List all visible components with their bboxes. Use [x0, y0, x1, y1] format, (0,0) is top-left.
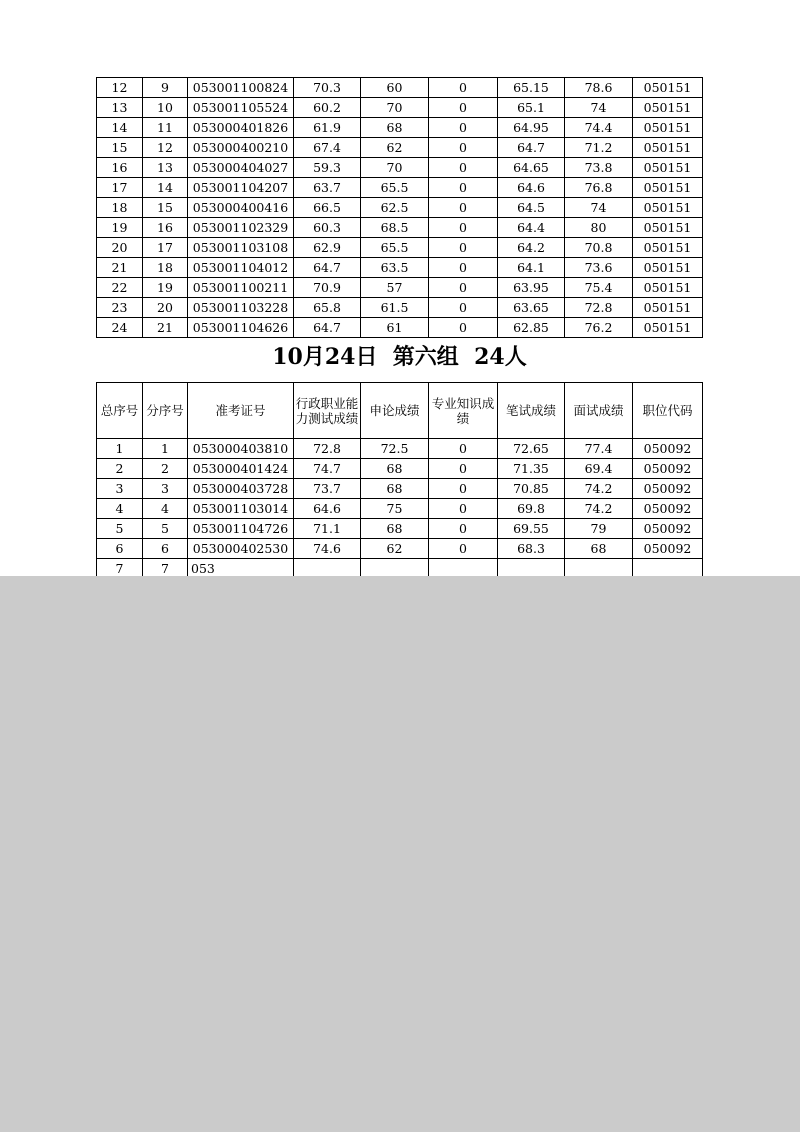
- table-cell: 65.1: [498, 98, 565, 118]
- table-cell: 74.2: [565, 479, 633, 499]
- table-cell: 0: [429, 78, 498, 98]
- header-ticket-no: 准考证号: [188, 383, 294, 439]
- table-cell: 3: [143, 479, 188, 499]
- table-cell: 6: [97, 539, 143, 559]
- table-row: [97, 479, 703, 499]
- table-cell: 0: [429, 218, 498, 238]
- table-cell: 61.9: [294, 118, 361, 138]
- table-cell: 68: [565, 539, 633, 559]
- table-cell: 68: [361, 479, 429, 499]
- table-cell: 63.65: [498, 298, 565, 318]
- header-position-code: 职位代码: [633, 383, 703, 439]
- table-cell: 053001103014: [188, 499, 294, 519]
- table-cell: 050151: [633, 118, 703, 138]
- table-row: [97, 78, 703, 98]
- table-cell: 0: [429, 198, 498, 218]
- table-cell: 15: [143, 198, 188, 218]
- header-essay-score: 申论成绩: [361, 383, 429, 439]
- table-cell: 053000404027: [188, 158, 294, 178]
- table-cell: 76.8: [565, 178, 633, 198]
- table-cell: 72.8: [565, 298, 633, 318]
- table-cell: 68.3: [498, 539, 565, 559]
- table-cell: 15: [97, 138, 143, 158]
- table-cell: 72.8: [294, 439, 361, 459]
- gray-overlay: [0, 576, 800, 1132]
- table-cell: 0: [429, 138, 498, 158]
- table-cell: 20: [143, 298, 188, 318]
- table-cell: 63.7: [294, 178, 361, 198]
- table-cell: 1: [97, 439, 143, 459]
- table-cell: 21: [143, 318, 188, 338]
- table-cell: 0: [429, 318, 498, 338]
- table-cell: 0: [429, 238, 498, 258]
- table-cell: 60.2: [294, 98, 361, 118]
- table-cell: 053000400416: [188, 198, 294, 218]
- table-cell: 70: [361, 98, 429, 118]
- table-cell: 050151: [633, 258, 703, 278]
- table-cell: 64.4: [498, 218, 565, 238]
- table-cell: 053001102329: [188, 218, 294, 238]
- table-cell: 17: [97, 178, 143, 198]
- table-cell: 64.6: [498, 178, 565, 198]
- table-cell: 68: [361, 519, 429, 539]
- table-cell: 61.5: [361, 298, 429, 318]
- table-cell: 050151: [633, 138, 703, 158]
- table-cell: 6: [143, 539, 188, 559]
- table-cell: 57: [361, 278, 429, 298]
- table-cell: 4: [143, 499, 188, 519]
- table-cell: 0: [429, 178, 498, 198]
- table-cell: 0: [429, 459, 498, 479]
- table-cell: 62: [361, 138, 429, 158]
- table-cell: 0: [429, 98, 498, 118]
- table-cell: 64.2: [498, 238, 565, 258]
- table-cell: 0: [429, 479, 498, 499]
- table-cell: 65.15: [498, 78, 565, 98]
- table-cell: 73.7: [294, 479, 361, 499]
- table-cell: 74: [565, 98, 633, 118]
- table-cell: 75.4: [565, 278, 633, 298]
- table-cell: 79: [565, 519, 633, 539]
- table-cell: 18: [143, 258, 188, 278]
- table-cell: 050092: [633, 439, 703, 459]
- table-row: [97, 158, 703, 178]
- table-cell: 69.55: [498, 519, 565, 539]
- table-cell: 62.85: [498, 318, 565, 338]
- table-cell: 053001104626: [188, 318, 294, 338]
- table-cell: 63.95: [498, 278, 565, 298]
- table-cell: 3: [97, 479, 143, 499]
- table-cell: 050151: [633, 178, 703, 198]
- table-cell: 63.5: [361, 258, 429, 278]
- table-cell: 1: [143, 439, 188, 459]
- table-cell: 10: [143, 98, 188, 118]
- table-cell: 64.1: [498, 258, 565, 278]
- table-cell: 5: [97, 519, 143, 539]
- table-cell: 24: [97, 318, 143, 338]
- table-row: [97, 198, 703, 218]
- table-cell: 76.2: [565, 318, 633, 338]
- table-cell: 053001103228: [188, 298, 294, 318]
- table-cell: 050092: [633, 479, 703, 499]
- table-cell: 61: [361, 318, 429, 338]
- header-interview-score: 面试成绩: [565, 383, 633, 439]
- table-cell: 4: [97, 499, 143, 519]
- table-cell: 21: [97, 258, 143, 278]
- table-cell: 050151: [633, 98, 703, 118]
- table-cell: 77.4: [565, 439, 633, 459]
- table-cell: 72.5: [361, 439, 429, 459]
- table-cell: 65.5: [361, 238, 429, 258]
- table-cell: 14: [97, 118, 143, 138]
- header-total-no: 总序号: [97, 383, 143, 439]
- table-cell: 053000403728: [188, 479, 294, 499]
- table-row: [97, 238, 703, 258]
- table-cell: 050092: [633, 459, 703, 479]
- table-cell: 050151: [633, 298, 703, 318]
- table-cell: 2: [97, 459, 143, 479]
- table-row: [97, 298, 703, 318]
- table-cell: 17: [143, 238, 188, 258]
- table-cell: 053000403810: [188, 439, 294, 459]
- table-cell: 0: [429, 158, 498, 178]
- table-cell: 60.3: [294, 218, 361, 238]
- table-cell: 050151: [633, 238, 703, 258]
- table-cell: 053000400210: [188, 138, 294, 158]
- header-knowledge-score: 专业知识成绩: [429, 383, 498, 439]
- table-cell: 050151: [633, 158, 703, 178]
- table-cell: 050151: [633, 218, 703, 238]
- table-cell: 71.35: [498, 459, 565, 479]
- table-cell: 64.5: [498, 198, 565, 218]
- table-cell: 64.95: [498, 118, 565, 138]
- table-cell: 053001104207: [188, 178, 294, 198]
- table-cell: 78.6: [565, 78, 633, 98]
- table-cell: 69.4: [565, 459, 633, 479]
- table-cell: 68: [361, 118, 429, 138]
- table-row: [97, 138, 703, 158]
- table-cell: 050092: [633, 539, 703, 559]
- table-cell: 59.3: [294, 158, 361, 178]
- table-cell: 0: [429, 298, 498, 318]
- table-row: [97, 118, 703, 138]
- table-cell: 053001104012: [188, 258, 294, 278]
- table-row: [97, 439, 703, 459]
- table-row: [97, 278, 703, 298]
- table-cell: 66.5: [294, 198, 361, 218]
- table-cell: 73.6: [565, 258, 633, 278]
- table-cell: 68: [361, 459, 429, 479]
- table-cell: 050151: [633, 198, 703, 218]
- table-cell: 14: [143, 178, 188, 198]
- table-row: [97, 98, 703, 118]
- header-row: [97, 383, 703, 439]
- table-cell: 69.8: [498, 499, 565, 519]
- table-cell: 74: [565, 198, 633, 218]
- table-cell: 0: [429, 278, 498, 298]
- table-cell: 74.2: [565, 499, 633, 519]
- table-cell: 053000402530: [188, 539, 294, 559]
- table-cell: 0: [429, 118, 498, 138]
- table-cell: 64.7: [294, 318, 361, 338]
- table-cell: 11: [143, 118, 188, 138]
- table-cell: 050151: [633, 78, 703, 98]
- table-cell: 18: [97, 198, 143, 218]
- table-cell: 65.5: [361, 178, 429, 198]
- table-cell: 053000401826: [188, 118, 294, 138]
- table-cell: 0: [429, 439, 498, 459]
- table-cell: 68.5: [361, 218, 429, 238]
- table-cell: 053000401424: [188, 459, 294, 479]
- group-title: 10月24日 第六组 24人: [272, 344, 527, 370]
- header-aptitude-score: 行政职业能力测试成绩: [294, 383, 361, 439]
- table-cell: 70.3: [294, 78, 361, 98]
- table-cell: 19: [143, 278, 188, 298]
- table-cell: 9: [143, 78, 188, 98]
- table-cell: 0: [429, 539, 498, 559]
- table-row: [97, 178, 703, 198]
- table-cell: 5: [143, 519, 188, 539]
- table-cell: 053001103108: [188, 238, 294, 258]
- table-cell: 20: [97, 238, 143, 258]
- table-cell: 64.7: [294, 258, 361, 278]
- table-row: [97, 519, 703, 539]
- table-cell: 71.1: [294, 519, 361, 539]
- table-cell: 67.4: [294, 138, 361, 158]
- table-cell: 71.2: [565, 138, 633, 158]
- table-cell: 74.7: [294, 459, 361, 479]
- table-cell: 73.8: [565, 158, 633, 178]
- table-cell: 70.9: [294, 278, 361, 298]
- table-cell: 70: [361, 158, 429, 178]
- table-cell: 62.5: [361, 198, 429, 218]
- table-row: [97, 318, 703, 338]
- table-cell: 60: [361, 78, 429, 98]
- table-row: [97, 258, 703, 278]
- table-row: [97, 218, 703, 238]
- table-cell: 62: [361, 539, 429, 559]
- table-cell: 64.6: [294, 499, 361, 519]
- table-cell: 65.8: [294, 298, 361, 318]
- table-cell: 053001105524: [188, 98, 294, 118]
- table-cell: 13: [97, 98, 143, 118]
- table-cell: 2: [143, 459, 188, 479]
- scores-table-top: [96, 77, 703, 338]
- table-cell: 64.65: [498, 158, 565, 178]
- table-cell: 7: [143, 559, 188, 579]
- table-cell: 053: [188, 559, 294, 579]
- table-cell: 0: [429, 258, 498, 278]
- table-cell: 053001104726: [188, 519, 294, 539]
- table-cell: 12: [143, 138, 188, 158]
- table-row: [97, 459, 703, 479]
- table-cell: 64.7: [498, 138, 565, 158]
- scores-table-bottom: [96, 382, 703, 579]
- table-cell: 22: [97, 278, 143, 298]
- table-cell: 74.4: [565, 118, 633, 138]
- table-cell: 053001100211: [188, 278, 294, 298]
- header-written-score: 笔试成绩: [498, 383, 565, 439]
- table-cell: 7: [97, 559, 143, 579]
- table-cell: 16: [97, 158, 143, 178]
- table-cell: 050092: [633, 519, 703, 539]
- header-sub-no: 分序号: [143, 383, 188, 439]
- table-row: [97, 499, 703, 519]
- table-cell: 62.9: [294, 238, 361, 258]
- table-cell: 23: [97, 298, 143, 318]
- table-cell: 0: [429, 499, 498, 519]
- table-cell: 74.6: [294, 539, 361, 559]
- table-cell: 75: [361, 499, 429, 519]
- table-cell: 80: [565, 218, 633, 238]
- table-cell: 72.65: [498, 439, 565, 459]
- table-cell: 050151: [633, 278, 703, 298]
- table-cell: 0: [429, 519, 498, 539]
- table-cell: 050151: [633, 318, 703, 338]
- table-cell: 16: [143, 218, 188, 238]
- table-cell: 70.8: [565, 238, 633, 258]
- table-cell: 053001100824: [188, 78, 294, 98]
- table-cell: 13: [143, 158, 188, 178]
- table-row: [97, 539, 703, 559]
- table-cell: 12: [97, 78, 143, 98]
- table-cell: 050092: [633, 499, 703, 519]
- table-cell: 70.85: [498, 479, 565, 499]
- table-cell: 19: [97, 218, 143, 238]
